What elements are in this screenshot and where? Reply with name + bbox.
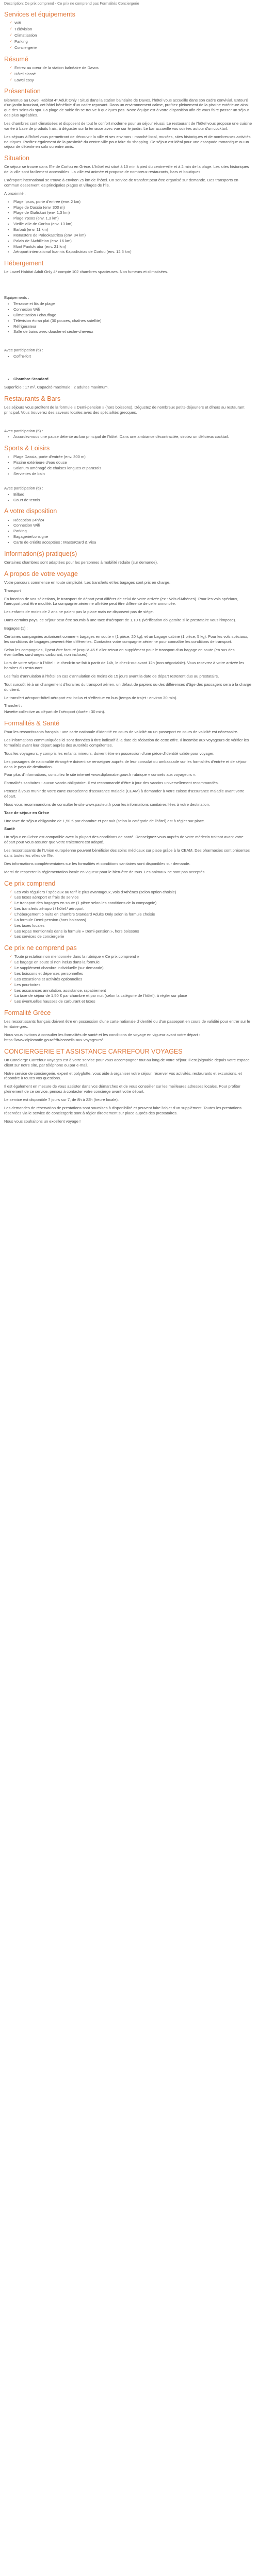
paragraph: Le Lowel Habitat Adult Only 4* compte 102 chambres spacieuses. Non fumeurs et climatisées. [4, 269, 168, 275]
paragraph: Il est également en mesure de vous assister dans vos démarches et de vous conseiller sur les meilleures adresses locales. Pour profiter pleinement de ce service, pensez à contacter votre concierge avant votre départ. [4, 1084, 240, 1094]
list-item: • Monastère de Paleokastritsa (env. 34 km) [13, 233, 254, 238]
list-item: • Connexion Wifi [13, 307, 254, 312]
list-item: • Plage de Gialiskari (env. 1,3 km) [13, 210, 254, 215]
list-item: ✓ Lowel cosy [9, 78, 254, 83]
paragraph: Les enfants de moins de 2 ans ne paient pas la place mais ne disposent pas de siège. [4, 609, 154, 615]
list-item: • Carte de crédits acceptées : MasterCard & Visa [13, 540, 254, 545]
paragraph: L'aéroport international se trouve à environ 25 km de l'hôtel. Un service de transfert peut être organisé sur demande. Des transports en commun desservent les principales plages et villages de l'île. [4, 178, 238, 188]
room-list [4, 377, 254, 382]
list-item: ✓ Les assurances annulation, assistance, rapatriement [9, 988, 254, 993]
paragraph: Nous vous recommandons de consulter le site www.pasteur.fr pour les informations sanitaires liées à votre destination. [4, 802, 210, 807]
paragraph: Les passagers de nationalité étrangère doivent se renseigner auprès de leur consulat ou ambassade sur les formalités d'entrée et de séjour dans le pays de destination. [4, 759, 247, 769]
supp-label: Avec participation (€) : [4, 485, 43, 490]
paragraph: Les ressortissants de l'Union européenne peuvent bénéficier des soins médicaux sur place grâce à la CEAM. Des pharmacies sont présentes dans toutes les villes de l'île. [4, 848, 250, 858]
paragraph: Les séjours vous profitent de la formule « Demi-pension » (hors boissons). Dégustez de nombreux petits-déjeuners et dîners au restaurant principal. Vous trouverez des saveurs locales avec des spécialités grecques. [4, 404, 245, 415]
equipements-list [4, 301, 254, 334]
paragraph: Un séjour en Grèce est compatible avec la plupart des conditions de santé. Renseignez-vous auprès de votre médecin traitant avant votre départ pour vous assurer que votre traitement est adapté. [4, 835, 244, 845]
list-item: • Court de tennis [13, 498, 254, 503]
paragraph: Les frais d'annulation à l'hôtel en cas d'annulation de moins de 15 jours avant la date de départ resteront dus au prestataire. [4, 674, 219, 679]
room-title: • Chambre Standard [13, 377, 254, 382]
resume-list [4, 65, 254, 83]
list-item: ✓ Toute prestation non mentionnée dans la rubrique « Ce prix comprend » [9, 954, 254, 959]
list-item: ✓ Les boissons et dépenses personnelles [9, 971, 254, 976]
paragraph: Le transfert aéroport-hôtel-aéroport est inclus et s'effectue en bus (temps de trajet : environ 30 min). [4, 695, 178, 700]
list-item: • Plage Ipsos, porte d'entrée (env. 2 km) [13, 199, 254, 205]
list-item: ✓ Les excursions et activités optionnelles [9, 977, 254, 982]
supp-label: Avec participation (€) : [4, 428, 43, 433]
room-description: Superficie : 17 m². Capacité maximale : 2 adultes maximum. [4, 384, 109, 389]
paragraph: Certaines chambres sont adaptées pour les personnes à mobilité réduite (sur demande). [4, 560, 158, 565]
section-title-disposition: A votre disposition [4, 507, 57, 515]
list-item: • Piscine extérieure d'eau douce [13, 460, 254, 465]
list-item: • Vieille ville de Corfou (env. 13 km) [13, 222, 254, 227]
paragraph: Navette collective au départ de l'aéroport (durée : 30 min). [4, 709, 105, 715]
section-title-situation: Situation [4, 155, 30, 162]
paragraph: Les chambres sont climatisées et disposent de tout le confort moderne pour un séjour réussi. Le restaurant de l'hôtel vous propose une cuisine variée à base de produits frais, à déguster sur la terrasse avec vue sur le jardin. Le bar accueille vos soirées autour d'un cocktail. [4, 121, 252, 131]
list-item: • Mont Pantokrator (env. 21 km) [13, 244, 254, 249]
paragraph: Les séjours à l'hôtel vous permettront de découvrir la ville et ses environs : marché local, musées, sites historiques et de nombreuses activités nautiques. Profitez également de la proximité du centre-ville pour faire du shopping. Ce séjour est idéal pour une escapade romantique ou un séjour de détente en solo ou entre amis. [4, 134, 251, 149]
paragraph: Notre service de conciergerie, expert et polyglotte, vous aide à organiser votre séjour, réserver vos activités, restaurants et excursions, et répondre à toutes vos questions. [4, 1071, 242, 1081]
paragraph: En fonction de vos sélections, le transport de départ peut différer de celui de votre arrivée (ex : Vols d'Athènes). Pour les vols spéciaux, l'aéroport peut être modifié. La compagnie aérienne affrétée peut être différente de celle annoncée. [4, 596, 238, 606]
section-title-presentation: Présentation [4, 88, 41, 95]
list-item: • Climatisation / chauffage [13, 313, 254, 318]
paragraph: Lors de votre séjour à l'hôtel : le check-in se fait à partir de 14h, le check-out avant 12h (non négociable). Vous recevrez à votre arrivée les horaires du restaurant. [4, 660, 245, 671]
list-item: • Palais de l'Achilleion (env. 16 km) [13, 239, 254, 244]
paragraph: Les ressortissants français doivent être en possession d'une carte nationale d'identité ou d'un passeport en cours de validité pour entrer sur le territoire grec. [4, 1019, 250, 1029]
paragraph: Tout surcoût lié à un changement d'horaires du transport aérien, un défaut de papiers ou des différences d'âge des passagers sera à la charge du client. [4, 682, 251, 692]
list-item: ✓ Les transferts aéroport / hôtel / aéroport [9, 906, 254, 911]
paragraph: Le service est disponible 7 jours sur 7, de 8h à 22h (heure locale). [4, 1097, 119, 1102]
list-item: • Réfrigérateur [13, 324, 254, 329]
paragraph: Pour les ressortissants français : une carte nationale d'identité en cours de validité ou un passeport en cours de validité est nécessaire. [4, 730, 238, 735]
paragraph: Certaines compagnies autorisent comme « bagages en soute » (1 pièce, 20 kg), et un bagage cabine (1 pièce, 5 kg). Pour les vols spéciaux, les conditions de bagages peuvent être différentes. Contactez votre compagnie aérienne pour connaître les conditions de transport. [4, 634, 248, 644]
paragraph: Ce séjour se trouve dans l'île de Corfou en Grèce. L'hôtel est situé à 10 min à pied du centre-ville et à 2 min de la plage. Les sites historiques de la ville sont facilement accessibles. La ville est animée et propose de nombreux restaurants, bars et boutiques. [4, 164, 249, 175]
section-title-hebergement: Hébergement [4, 260, 44, 267]
sports-list [4, 454, 254, 476]
paragraph: Formalités sanitaires : aucun vaccin obligatoire. Il est recommandé d'être à jour des vaccins universellement recommandés. [4, 781, 219, 786]
paragraph: Nous vous invitons à consulter les formalités de santé et les conditions de voyage en vigueur avant votre départ : https://www.diplomatie.gouv.fr/fr/conseils-aux-voyageurs/. [4, 1032, 200, 1042]
section-title-sports: Sports & Loisirs [4, 445, 50, 452]
paragraph: Bienvenue au Lowel Habitat 4* Adult Only ! Situé dans la station balnéaire de Davos, l'hôtel vous accueille dans son cadre convivial. Entouré d'un jardin luxuriant, cet hôtel bénéficie d'un cadre reposant. Dans un environnement calme, profitez pleinement de la piscine extérieure ainsi que des soins du spa. La plage de sable fin se trouve à quelques pas. Notre équipe est à votre disposition afin de vous faire passer un séjour des plus agréables. [4, 97, 249, 118]
list-item: ✓ L'hébergement 5 nuits en chambre Standard Adulte Only selon la formule choisie [9, 912, 254, 917]
section-title-formalite: Formalité Grèce [4, 1009, 51, 1017]
breadcrumb: Description: Ce prix comprend - Ce prix ne comprend pas Formalités Conciergerie [4, 1, 139, 6]
paragraph: Tous les voyageurs, y compris les enfants mineurs, doivent être en possession d'une pièce d'identité valide pour voyager. [4, 751, 215, 756]
list-item: ✓ Le transport des bagages en soute (1 pièce selon les conditions de la compagnie) [9, 901, 254, 906]
list-item: ✓ Télévision [9, 27, 254, 32]
list-item: • Bagagerie/consigne [13, 534, 254, 539]
section-title-services: Services et équipements [4, 11, 75, 19]
list-item: ✓ La taxe de séjour de 1,50 € par chambre et par nuit (selon la catégorie de l'hôtel), à régler sur place [9, 993, 254, 998]
list-item: • Serviettes de bain [13, 471, 254, 477]
paragraph: A proximité : [4, 191, 26, 196]
paragraph: Merci de respecter la réglementation locale en vigueur pour le bien-être de tous. Les animaux ne sont pas acceptés. [4, 869, 206, 874]
list-item: • Solarium aménagé de chaises longues et parasols [13, 466, 254, 471]
list-item: • Salle de bains avec douche et sèche-cheveux [13, 329, 254, 334]
section-title-resume: Résumé [4, 55, 28, 63]
list-item: • Plage Dassia, porte d'entrée (env. 300 m) [13, 454, 254, 460]
paragraph: Les informations communiquées ici sont données à titre indicatif à la date de rédaction de cette offre. Il incombe aux voyageurs de vérifier les formalités avant leur départ auprès des autorités compétentes. [4, 738, 249, 748]
list-item: ✓ Les repas mentionnés dans la formule « Demi-pension », hors boissons [9, 929, 254, 934]
list-item: ✓ Conciergerie [9, 45, 254, 50]
list-item: ✓ Parking [9, 39, 254, 44]
paragraph: Les demandes de réservation de prestations sont soumises à disponibilité et peuvent faire l'objet d'un supplément. Toutes les prestations réservées via le service de conciergerie sont à régler directement sur place auprès des prestataires. [4, 1105, 241, 1115]
section-title-prix-ne-comprend: Ce prix ne comprend pas [4, 944, 77, 952]
section-title-restaurants: Restaurants & Bars [4, 395, 61, 402]
section-title-infos: Information(s) pratique(s) [4, 550, 77, 557]
list-item: • Billard [13, 492, 254, 497]
section-title-conciergerie: CONCIERGERIE ET ASSISTANCE CARREFOUR VOYAGES [4, 1047, 183, 1055]
list-item: • Accordez-vous une pause détente au bar principal de l'hôtel. Dans une ambiance décontractée, sirotez un délicieux cocktail. [13, 434, 254, 439]
list-item: • Parking [13, 529, 254, 534]
supp-label: Avec participation (€) : [4, 348, 43, 353]
list-item: • Plage Ypsos (env. 1,3 km) [13, 216, 254, 221]
page [0, 0, 258, 1133]
list-item: ✓ Le supplément chambre individuelle (sur demande) [9, 965, 254, 971]
services-list [4, 21, 254, 50]
paragraph: Pensez à vous munir de votre carte européenne d'assurance maladie (CEAM) à demander à votre caisse d'assurance maladie avant votre départ. [4, 789, 245, 799]
paragraph: Dans certains pays, ce séjour peut être soumis à une taxe d'aéroport de 1,10 € (vérification obligatoire si le prestataire vous l'impose). [4, 618, 236, 623]
disposition-list [4, 518, 254, 545]
list-item: ✓ Climatisation [9, 33, 254, 38]
list-item: ✓ Le bagage en soute si non inclus dans la formule [9, 960, 254, 965]
supp-list [4, 434, 254, 439]
paragraph: Votre parcours commence en toute simplicité. Les transferts et les bagages sont pris en charge. [4, 580, 171, 585]
list-item: • Réception 24h/24 [13, 518, 254, 523]
list-item: ✓ Les éventuelles hausses de carburant et taxes [9, 999, 254, 1004]
list-item: • Barbati (env. 11 km) [13, 227, 254, 232]
list-item: ✓ Les services de conciergerie [9, 934, 254, 939]
list-item: • Connexion Wifi [13, 523, 254, 528]
list-item: ✓ Entrez au cœur de la station balnéaire de Davos [9, 65, 254, 71]
section-title-prix-comprend: Ce prix comprend [4, 879, 56, 887]
paragraph: Bagages (1) : [4, 626, 28, 631]
list-item: ✓ La formule Demi-pension (hors boissons) [9, 918, 254, 923]
equipements-label: Equipements : [4, 295, 29, 300]
list-item: • Plage de Dassia (env. 300 m) [13, 205, 254, 210]
list-item: ✓ Hôtel classé [9, 72, 254, 77]
list-item: • Terrasse et lits de plage [13, 301, 254, 307]
supp-list [4, 492, 254, 503]
section-title-sante: Formalités & Santé [4, 720, 60, 727]
paragraph: Taxe de séjour en Grèce [4, 810, 50, 815]
list-item: ✓ Les taxes locales [9, 923, 254, 928]
list-item: ✓ Les taxes aéroport et frais de service [9, 895, 254, 900]
list-item: • Télévision écran plat (30 pouces, chaînes satellite) [13, 318, 254, 324]
paragraph: Une taxe de séjour obligatoire de 1,50 € par chambre et par nuit (selon la catégorie de l'hôtel) est à régler sur place. [4, 818, 205, 823]
list-item: • Coffre-fort [13, 354, 254, 359]
prix-comprend-list [4, 890, 254, 940]
list-item: • Aéroport international Ioannis Kapodistrias de Corfou (env. 12,5 km) [13, 249, 254, 255]
paragraph: Santé [4, 826, 15, 832]
list-item: ✓ Les pourboires [9, 982, 254, 988]
supp-list [4, 354, 254, 359]
list-item: ✓ Les vols réguliers / spéciaux au tarif le plus avantageux, vols d'Athènes (selon option choisie) [9, 890, 254, 895]
paragraph: Des informations complémentaires sur les formalités et conditions sanitaires sont disponibles sur demande. [4, 861, 190, 866]
prix-ne-comprend-list [4, 954, 254, 1004]
paragraph: Selon les compagnies, il peut être facturé jusqu'à 45 € aller-retour en supplément pour le transport d'un bagage en soute (en sus des éventuelles surcharges carburant, non incluses). [4, 647, 235, 657]
paragraph: Nous vous souhaitons un excellent voyage ! [4, 1118, 81, 1124]
section-title-voyage: A propos de votre voyage [4, 570, 78, 578]
paragraph: Un Concierge Carrefour Voyages est à votre service pour vous accompagner tout au long de votre séjour. Il est joignable depuis votre espace client sur notre site, par téléphone ou par e-mail. [4, 1057, 250, 1067]
nearby-list [4, 199, 254, 255]
paragraph: Pour plus d'informations, consultez le site internet www.diplomatie.gouv.fr rubrique « conseils aux voyageurs ». [4, 772, 197, 777]
paragraph: Transport [4, 588, 21, 593]
transfert-label: Transfert : [4, 703, 22, 708]
list-item: ✓ Wifi [9, 21, 254, 26]
